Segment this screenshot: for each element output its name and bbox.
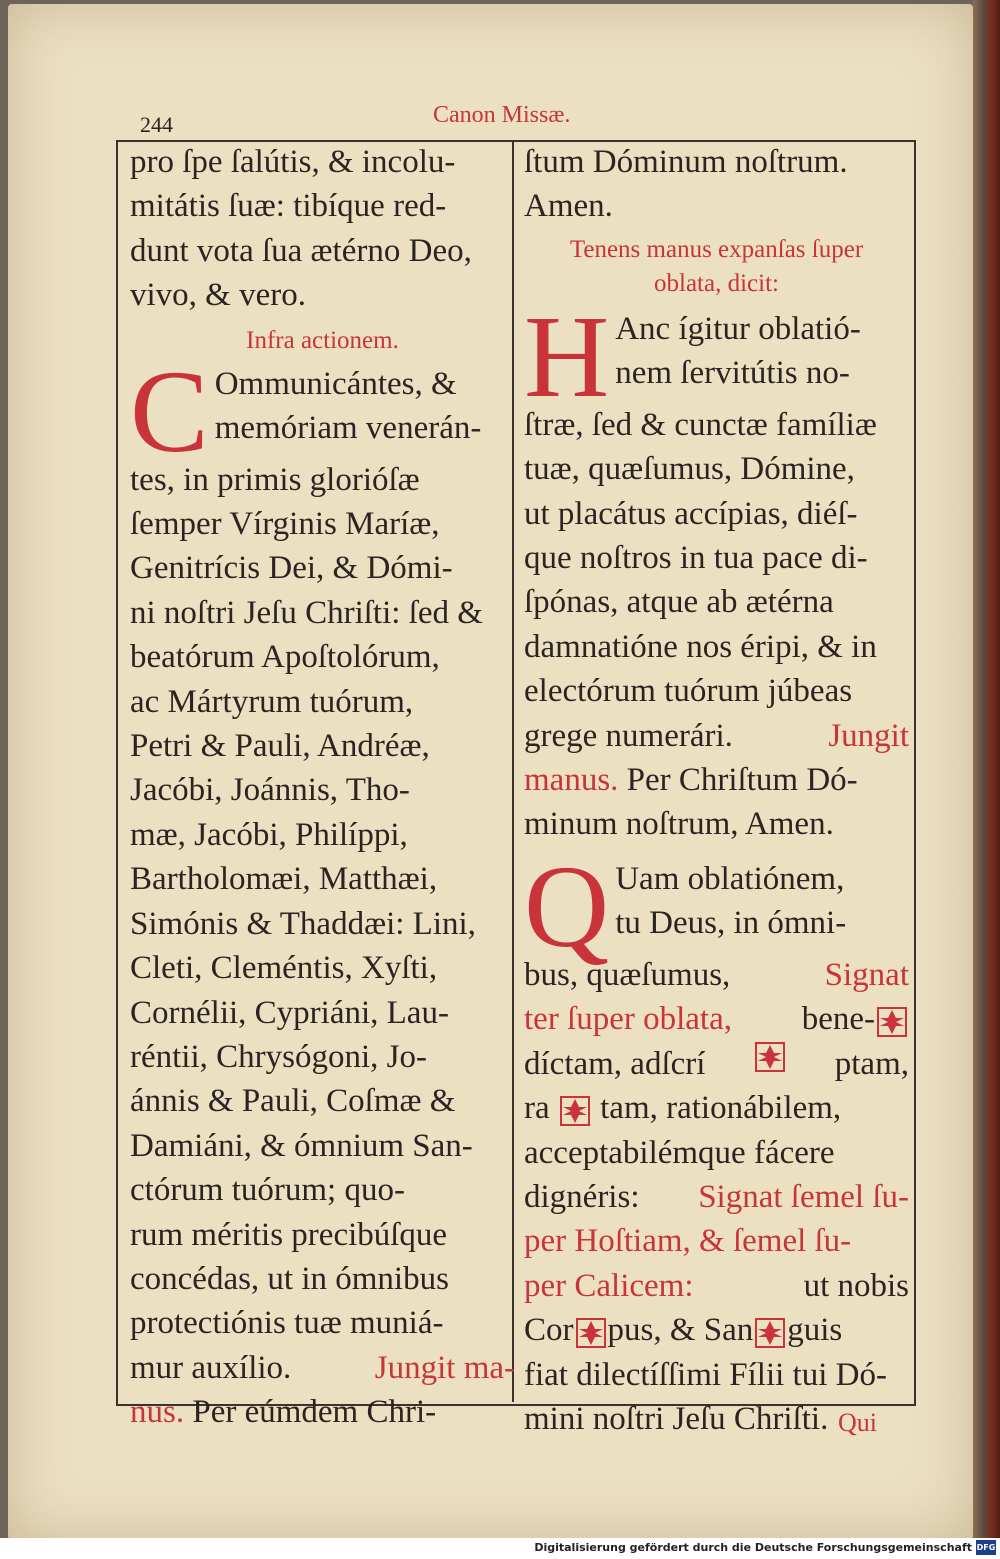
text-line: damnatióne nos éripi, & in [524, 628, 877, 665]
text-line: Genitrícis Dei, & Dómi- [130, 550, 453, 587]
text-line: mini noſtri Jeſu Chriſti. [524, 1400, 829, 1437]
running-head: Canon Missæ. [433, 102, 571, 128]
text-line: tu Deus, in ómni- [615, 905, 847, 942]
text-run: dignéris: [524, 1178, 640, 1215]
text-line: rum méritis precibúſque [130, 1216, 448, 1253]
rubric-run: Jungit ma- [374, 1349, 515, 1386]
text-run: guis [787, 1312, 843, 1349]
text-run: ptam, [834, 1045, 909, 1082]
cross-pattee-icon [877, 1007, 907, 1037]
rubric-tenens: Tenens manus expanſas ſuper [569, 235, 864, 263]
text-line: dunt vota ſua ætérno Deo, [130, 232, 472, 269]
text-line: réntii, Chrysógoni, Jo- [130, 1038, 427, 1075]
text-line [130, 1346, 515, 1390]
text-run: tam, rationábilem, [600, 1090, 842, 1127]
text-line: Jacóbi, Joánnis, Tho- [130, 772, 410, 809]
text-line: Ommunicántes, & [214, 365, 457, 402]
text-line: tes, in primis glorióſæ [130, 461, 420, 498]
right-column [524, 140, 909, 1441]
text-line: Uam oblatiónem, [615, 860, 845, 897]
cross-pattee-icon [755, 1042, 785, 1072]
text-run: bene- [801, 1001, 875, 1038]
catchword: Qui [838, 1408, 877, 1437]
text-line [130, 1390, 515, 1434]
book-spine [973, 0, 1000, 1559]
rubric-run: Signat [824, 956, 909, 993]
text-line: ſemper Vírginis Maríæ, [130, 506, 440, 543]
cross-pattee-icon [560, 1096, 590, 1126]
rubric-run: Signat ſemel ſu- [698, 1178, 909, 1215]
text-line [524, 1042, 909, 1086]
text-line: mæ, Jacóbi, Philíppi, [130, 816, 408, 853]
text-run: ut nobis [803, 1267, 909, 1304]
text-run: ra [524, 1090, 550, 1127]
text-run: Per eúmdem Chri- [192, 1394, 437, 1431]
left-column [130, 140, 515, 1435]
drop-cap-h: H [524, 290, 610, 422]
text-line: Simónis & Thaddæi: Lini, [130, 905, 476, 942]
text-line [524, 997, 909, 1041]
rubric-line: per Hoſtiam, & ſemel ſu- [524, 1223, 852, 1260]
right-lines-c [524, 403, 909, 714]
text-line: ut placátus accípias, diéſ- [524, 495, 858, 532]
text-line [524, 953, 909, 997]
text-line: concédas, ut in ómnibus [130, 1260, 449, 1297]
rubric-run: nus. [130, 1394, 185, 1431]
text-run: bus, quæſumus, [524, 956, 731, 993]
dfg-logo: DFG [976, 1540, 996, 1555]
text-line: pro ſpe ſalútis, & incolu- [130, 144, 456, 180]
text-line: Anc ígitur oblatió- [615, 310, 861, 347]
text-line: ánnis & Pauli, Coſmæ & [130, 1083, 456, 1120]
text-line [524, 758, 909, 802]
text-line: protectiónis tuæ muniá- [130, 1305, 444, 1342]
text-line [524, 1308, 909, 1352]
text-line [524, 1086, 909, 1130]
text-line: nem ſervitútis no- [615, 355, 850, 392]
rubric-run: Jungit [828, 717, 909, 754]
drop-cap-c: C [130, 345, 209, 477]
text-line: ni noſtri Jeſu Chriſti: ſed & [130, 594, 483, 631]
dropcap-paragraph-q [524, 840, 909, 972]
text-line: ac Mártyrum tuórum, [130, 683, 414, 720]
text-run: pus, & San [607, 1312, 754, 1349]
text-line: Bartholomæi, Matthæi, [130, 861, 438, 898]
dropcap-paragraph-h [524, 290, 909, 422]
text-line [524, 1264, 909, 1308]
text-line: tuæ, quæſumus, Dómine, [524, 451, 855, 488]
text-line: fiat dilectíſſimi Fílii tui Dó- [524, 1356, 887, 1393]
text-line: minum noſtrum, Amen. [524, 806, 834, 843]
text-line: ſtræ, ſed & cunctæ famíliæ [524, 406, 877, 443]
text-line: que noſtros in tua pace di- [524, 540, 868, 577]
drop-cap-q: Q [524, 840, 610, 972]
text-line: acceptabilémque fácere [524, 1134, 835, 1171]
rubric-run: manus. [524, 762, 619, 799]
text-line: Damiáni, & ómnium San- [130, 1127, 473, 1164]
text-line: vivo, & vero. [130, 277, 306, 314]
text-line [524, 714, 909, 758]
text-line [524, 1175, 909, 1219]
cross-pattee-icon [755, 1318, 785, 1348]
text-line: ctórum tuórum; quo- [130, 1172, 405, 1209]
rubric-infra-actionem: Infra actionem. [246, 326, 399, 354]
text-line: ſtum Dóminum noſtrum. [524, 144, 848, 180]
left-lines-a [130, 140, 515, 318]
text-run: Per Chriſtum Dó- [626, 762, 858, 799]
text-run: díctam, adſcrí [524, 1045, 706, 1082]
text-line: Cleti, Cleméntis, Xyſti, [130, 950, 438, 987]
text-line: Amen. [524, 188, 613, 225]
footer-credit: Digitalisierung gefördert durch die Deutsche Forschungsgemeinschaft [534, 1541, 972, 1554]
text-line: beatórum Apoſtolórum, [130, 639, 440, 676]
text-line: memóriam venerán- [214, 410, 482, 447]
text-line: Cornélii, Cypriáni, Lau- [130, 994, 449, 1031]
rubric-run: ter ſuper oblata, [524, 1001, 732, 1038]
text-run: Cor [524, 1312, 574, 1349]
left-lines-b [130, 458, 515, 1346]
text-line: Petri & Pauli, Andréæ, [130, 728, 430, 765]
text-line: electórum tuórum júbeas [524, 673, 853, 710]
cross-pattee-icon [576, 1318, 606, 1348]
rubric-run: per Calicem: [524, 1267, 694, 1304]
text-line: ſpónas, atque ab ætérna [524, 584, 834, 621]
rubric-oblata-dicit: oblata, dicit: [654, 269, 779, 297]
text-run: mur auxílio. [130, 1349, 292, 1386]
text-line: mitátis ſuæ: tibíque red- [130, 188, 447, 225]
page-number: 244 [140, 112, 173, 137]
text-run: grege numerári. [524, 717, 733, 754]
dropcap-paragraph-c [130, 345, 515, 477]
